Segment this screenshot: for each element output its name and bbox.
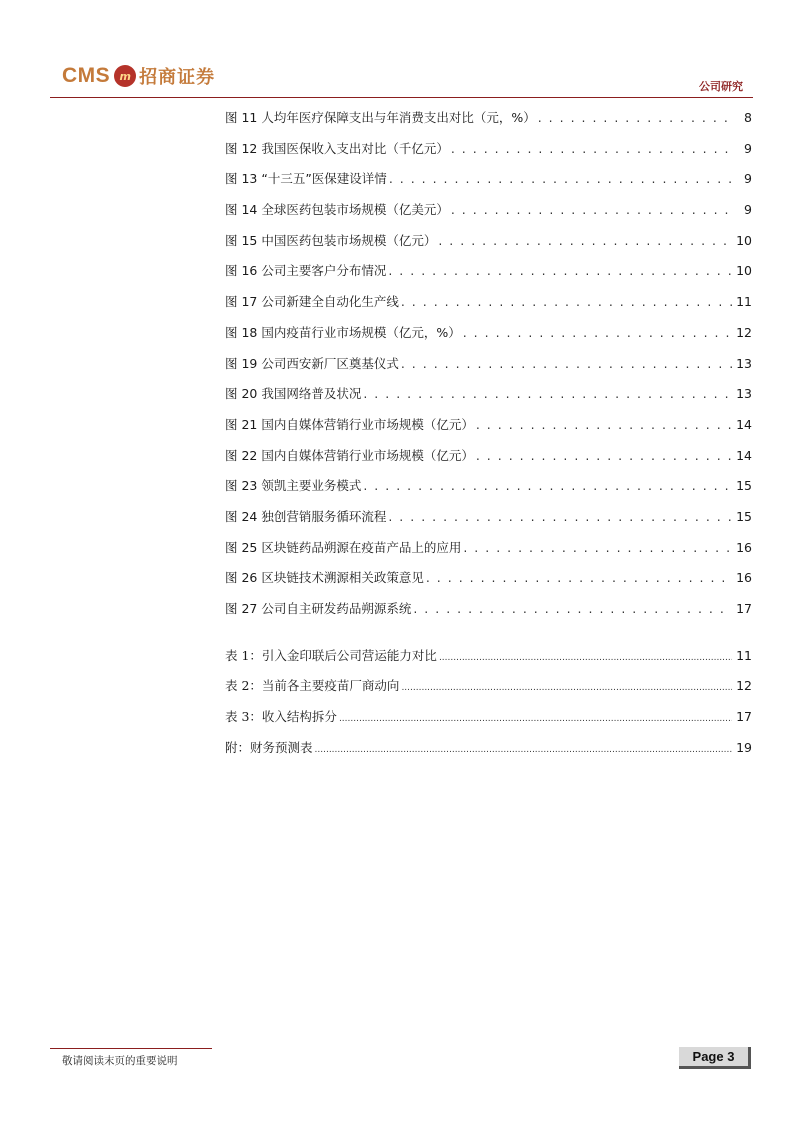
toc-entry-page: 16 [736, 539, 752, 555]
toc-entry[interactable] [225, 384, 752, 415]
toc-entry-page: 16 [736, 570, 752, 586]
toc-entry[interactable] [225, 599, 752, 630]
toc-entry-label: 图 21 国内自媒体营销行业市场规模（亿元） [225, 416, 474, 432]
toc-entry-page: 9 [744, 171, 752, 187]
toc-entry[interactable] [225, 446, 752, 477]
toc-entry-label: 图 17 公司新建全自动化生产线 [225, 294, 399, 310]
toc-entry-page: 12 [736, 678, 752, 694]
footer-divider [50, 1048, 212, 1049]
page-number-badge: Page 3 [679, 1047, 751, 1069]
toc-entry[interactable] [225, 231, 752, 262]
toc-entry-label: 表 1：引入金印联后公司营运能力对比 [225, 647, 437, 663]
table-list [225, 646, 752, 769]
toc-entry-page: 12 [736, 324, 752, 340]
toc-entry[interactable] [225, 354, 752, 385]
toc-entry-label: 图 25 区块链药品朔源在疫苗产品上的应用 [225, 539, 462, 555]
toc-table-entry[interactable] [225, 676, 752, 707]
figure-list [225, 108, 752, 630]
toc-entry[interactable] [225, 292, 752, 323]
logo-chinese-name: 招商证券 [139, 67, 216, 88]
toc-entry-page: 10 [736, 232, 752, 248]
header-divider [50, 97, 753, 98]
toc-entry-page: 13 [736, 386, 752, 402]
toc-entry-label: 图 19 公司西安新厂区奠基仪式 [225, 355, 399, 371]
toc-entry-label: 图 20 我国网络普及状况 [225, 386, 362, 402]
toc-entry-label: 图 12 我国医保收入支出对比（千亿元） [225, 140, 449, 156]
toc-entry-page: 8 [744, 110, 752, 125]
toc-entry-label: 图 14 全球医药包装市场规模（亿美元） [225, 202, 449, 218]
toc-entry-page: 17 [736, 709, 752, 725]
toc-entry[interactable] [225, 200, 752, 231]
logo-cms-text: CMS [62, 64, 111, 87]
toc-entry[interactable] [225, 139, 752, 170]
toc-entry[interactable] [225, 169, 752, 200]
toc-entry-label: 附：财务预测表 [225, 739, 313, 755]
toc-entry-page: 9 [744, 202, 752, 218]
disclaimer-note: 敬请阅读末页的重要说明 [62, 1055, 178, 1067]
toc-entry[interactable] [225, 538, 752, 569]
toc-entry-page: 15 [736, 508, 752, 524]
toc-entry[interactable] [225, 323, 752, 354]
toc-table-entry[interactable] [225, 646, 752, 677]
toc-entry-label: 表 3：收入结构拆分 [225, 709, 337, 725]
toc-entry-page: 11 [736, 294, 752, 310]
toc-entry-page: 15 [736, 478, 752, 494]
toc-entry[interactable] [225, 261, 752, 292]
toc-entry[interactable] [225, 507, 752, 538]
toc-entry-label: 图 22 国内自媒体营销行业市场规模（亿元） [225, 447, 474, 463]
toc-entry[interactable] [225, 108, 752, 139]
toc-entry-page: 14 [736, 447, 752, 463]
toc-entry[interactable] [225, 415, 752, 446]
toc-entry-label: 图 24 独创营销服务循环流程 [225, 508, 387, 524]
toc-entry-label: 图 23 领凯主要业务模式 [225, 478, 362, 494]
toc-entry-label: 图 11 人均年医疗保障支出与年消费支出对比（元，%） [225, 110, 536, 125]
toc-entry-label: 图 18 国内疫苗行业市场规模（亿元，%） [225, 324, 461, 340]
toc-entry-label: 图 13 “十三五”医保建设详情 [225, 171, 387, 187]
toc-entry-label: 图 16 公司主要客户分布情况 [225, 263, 387, 279]
company-logo [62, 62, 215, 90]
toc-entry[interactable] [225, 568, 752, 599]
toc-entry-label: 表 2：当前各主要疫苗厂商动向 [225, 678, 400, 694]
toc-entry-page: 11 [736, 647, 752, 663]
toc-entry-page: 9 [744, 140, 752, 156]
toc-entry-label: 图 15 中国医药包装市场规模（亿元） [225, 232, 437, 248]
toc-entry-page: 14 [736, 416, 752, 432]
toc-entry-page: 19 [736, 739, 752, 755]
toc-entry-page: 17 [736, 601, 752, 616]
toc-table-entry[interactable] [225, 707, 752, 738]
logo-emblem-icon: m [114, 65, 136, 87]
table-of-contents [225, 108, 752, 768]
toc-entry[interactable] [225, 476, 752, 507]
page-header [0, 0, 793, 100]
toc-entry-page: 13 [736, 355, 752, 371]
toc-entry-label: 图 27 公司自主研发药品朔源系统 [225, 601, 412, 616]
toc-entry-label: 图 26 区块链技术溯源相关政策意见 [225, 570, 424, 586]
toc-table-entry[interactable] [225, 738, 752, 769]
report-category: 公司研究 [699, 80, 743, 93]
toc-entry-page: 10 [736, 263, 752, 279]
